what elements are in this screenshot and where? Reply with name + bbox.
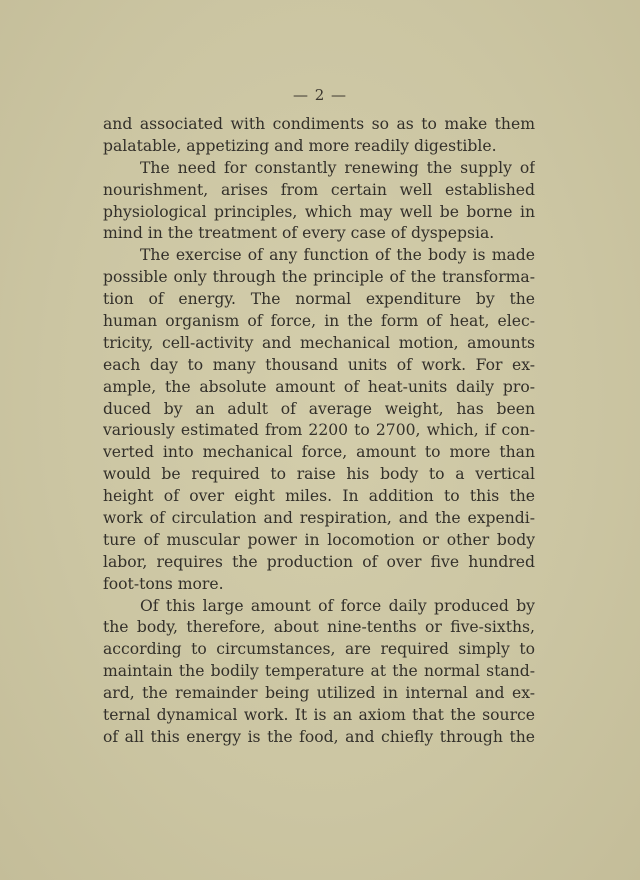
text-line: ternal dynamical work. It is an axiom that the source	[103, 706, 535, 725]
text-line: maintain the bodily temperature at the normal stand-	[103, 662, 535, 681]
text-line: The need for constantly renewing the supply of	[140, 158, 535, 177]
text-line: ample, the absolute amount of heat-units daily pro-	[103, 377, 535, 396]
text-line: ture of muscular power in locomotion or other body	[103, 530, 535, 549]
text-line: of all this energy is the food, and chiefly through the	[103, 727, 535, 746]
text-line: physiological principles, which may well be borne in	[103, 202, 535, 221]
text-line: work of circulation and respiration, and the expendi-	[103, 509, 535, 528]
text-line: labor, requires the production of over five hundred	[103, 552, 535, 571]
text-line: would be required to raise his body to a vertical	[103, 465, 535, 484]
text-line: duced by an adult of average weight, has been	[103, 399, 535, 418]
text-line: The exercise of any function of the body is made	[140, 246, 535, 265]
text-line: height of over eight miles. In addition to this the	[103, 487, 535, 506]
text-line: possible only through the principle of the transforma-	[103, 268, 535, 287]
text-line: each day to many thousand units of work. For ex-	[103, 355, 535, 374]
text-line: foot-tons more.	[103, 574, 224, 593]
text-line: palatable, appetizing and more readily digestible.	[103, 136, 497, 155]
text-line: according to circumstances, are required simply to	[103, 640, 535, 659]
body-text	[103, 114, 535, 749]
text-line: mind in the treatment of every case of dyspepsia.	[103, 224, 495, 243]
text-line: ard, the remainder being utilized in internal and ex-	[103, 684, 535, 703]
text-line: variously estimated from 2200 to 2700, which, if con-	[103, 421, 535, 440]
text-line: verted into mechanical force, amount to more than	[103, 443, 535, 462]
text-line: Of this large amount of force daily produced by	[140, 596, 535, 615]
page-number: — 2 —	[292, 86, 348, 104]
text-line: nourishment, arises from certain well established	[103, 180, 535, 199]
text-line: human organism of force, in the form of heat, elec-	[103, 312, 535, 331]
text-line: tion of energy. The normal expenditure by the	[103, 290, 535, 309]
text-line: the body, therefore, about nine-tenths or five-sixths,	[103, 618, 535, 637]
text-line: tricity, cell-activity and mechanical motion, amounts	[103, 333, 535, 352]
text-line: and associated with condiments so as to make them	[103, 115, 535, 133]
